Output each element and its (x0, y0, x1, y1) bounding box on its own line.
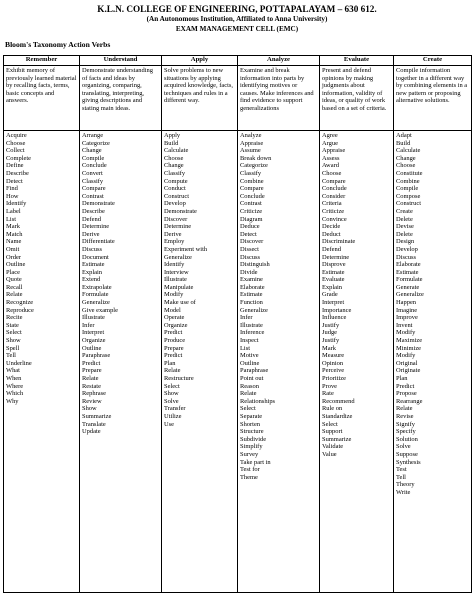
document-subtitle: Bloom's Taxonomy Action Verbs (5, 40, 111, 49)
action-verb: Combine (396, 177, 420, 185)
action-verb: Influence (322, 314, 347, 322)
action-verb: Argue (322, 139, 338, 147)
action-verb: Demonstrate (82, 200, 115, 208)
action-verb: Estimate (82, 261, 105, 269)
column-header-evaluate: Evaluate (320, 56, 394, 66)
action-verb: Tell (396, 473, 406, 481)
action-verb: Prove (322, 382, 338, 390)
action-verb: Explain (322, 283, 343, 291)
action-verb: Choose (322, 169, 342, 177)
action-verb: Mark (322, 344, 336, 352)
action-verb: Infer (240, 314, 253, 322)
action-verb: Generalize (164, 253, 192, 261)
action-verb: Restate (82, 382, 101, 390)
action-verb: Evaluate (322, 276, 345, 284)
action-verb: Interview (164, 268, 189, 276)
action-verb: Classify (164, 169, 186, 177)
action-verb: Discover (240, 238, 264, 246)
action-verb: Recommend (322, 397, 355, 405)
action-verb: Outline (6, 261, 26, 269)
action-verb: Create (396, 207, 413, 215)
action-verb: Criticize (240, 207, 263, 215)
action-verb: Revise (396, 412, 414, 420)
action-verb: Test (396, 466, 407, 474)
action-verb: Build (164, 139, 179, 147)
action-verb: Imagine (396, 306, 418, 314)
action-verb: Illustrate (240, 321, 263, 329)
action-verb: Identify (6, 200, 27, 208)
action-verb: Select (164, 382, 180, 390)
action-verb: Apply (164, 132, 181, 139)
action-verb: State (6, 321, 19, 329)
action-verb: Specify (396, 428, 416, 436)
definition-understand: Demonstrate understanding of facts and ideas by organizing, comparing, translating, interpreting, giving descriptions and stating main ideas. (80, 66, 162, 131)
action-verb: Test for (240, 466, 260, 474)
action-verb: Discuss (82, 245, 103, 253)
action-verb: Calculate (396, 147, 421, 155)
action-verb: Change (164, 162, 184, 170)
action-verb: Experiment with (164, 245, 208, 253)
action-verb: Solve (164, 397, 179, 405)
action-verb: Formulate (82, 291, 109, 299)
action-verb: Deduct (322, 230, 341, 238)
action-verb: Generate (396, 283, 420, 291)
definition-apply: Solve problems to new situations by applying acquired knowledge, facts, techniques and rules in a different way. (162, 66, 238, 131)
action-verb: Infer (82, 321, 95, 329)
action-verb: Relationships (240, 397, 276, 405)
action-verb: Determine (164, 223, 192, 231)
action-verb: List (240, 344, 251, 352)
action-verb: Show (164, 390, 179, 398)
action-verb: Design (396, 238, 415, 246)
action-verb: Rephrase (82, 390, 106, 398)
action-verb: Match (6, 230, 23, 238)
action-verb: Select (240, 405, 256, 413)
action-verb: Choose (6, 139, 26, 147)
action-verb: Define (6, 162, 24, 170)
action-verb: Examine (240, 276, 263, 284)
action-verb: Separate (240, 412, 263, 420)
action-verb: Justify (322, 337, 340, 345)
action-verb: Categorize (240, 162, 268, 170)
action-verb: Select (6, 329, 22, 337)
action-verb: Discuss (240, 253, 261, 261)
verbs-create (394, 131, 472, 593)
action-verb: Conclude (240, 192, 265, 200)
action-verb: Criteria (322, 200, 342, 208)
action-verb: Theory (396, 481, 415, 489)
action-verb: Describe (82, 207, 105, 215)
action-verb: Adapt (396, 132, 412, 139)
action-verb: Validate (322, 443, 344, 451)
action-verb: Agree (322, 132, 338, 139)
action-verb: Estimate (322, 268, 345, 276)
action-verb: Differentiate (82, 238, 115, 246)
action-verb: Deduce (240, 223, 260, 231)
action-verb: Construct (396, 200, 422, 208)
action-verb: Rule on (322, 405, 343, 413)
action-verb: Document (82, 253, 109, 261)
action-verb: Select (322, 420, 338, 428)
action-verb: Appraise (322, 147, 346, 155)
action-verb: Transfer (164, 405, 186, 413)
action-verb: Measure (322, 352, 345, 360)
action-verb: Importance (322, 306, 352, 314)
action-verb: Produce (164, 337, 186, 345)
verbs-analyze (238, 131, 320, 593)
action-verb: Complete (6, 154, 32, 162)
action-verb: Use (164, 420, 175, 428)
action-verb: Combine (240, 177, 264, 185)
action-verb: Compile (396, 185, 419, 193)
definition-evaluate: Present and defend opinions by making judgments about information, validity of ideas, or quality of work based on a set of criteria. (320, 66, 394, 131)
action-verb: Break down (240, 154, 272, 162)
action-verb: Compose (396, 192, 421, 200)
action-verb: Compare (240, 185, 264, 193)
action-verb: Tell (6, 352, 16, 360)
action-verb: Place (6, 268, 20, 276)
action-verb: Criticize (322, 207, 345, 215)
action-verb: Quote (6, 276, 22, 284)
action-verb: Develop (164, 200, 186, 208)
action-verb: Conclude (82, 162, 107, 170)
action-verb: Change (396, 154, 416, 162)
action-verb: Award (322, 162, 339, 170)
table-header-row (4, 56, 472, 66)
action-verb: When (6, 375, 22, 382)
action-verb: Value (322, 450, 337, 458)
column-header-apply: Apply (162, 56, 238, 66)
action-verb: Structure (240, 428, 264, 436)
action-verb: Summarize (82, 412, 112, 420)
action-verb: Calculate (164, 147, 189, 155)
action-verb: Rate (322, 390, 334, 398)
action-verb: Judge (322, 329, 338, 337)
action-verb: Derive (82, 230, 100, 238)
verbs-row (4, 131, 472, 593)
action-verb: Analyze (240, 132, 262, 139)
action-verb: Choose (396, 162, 416, 170)
action-verb: Predict (164, 352, 183, 360)
action-verb: Motive (240, 352, 259, 360)
action-verb: Update (82, 428, 101, 436)
action-verb: Relate (396, 405, 413, 413)
action-verb: Discriminate (322, 238, 356, 246)
action-verb: Illustrate (164, 276, 187, 284)
action-verb: Demonstrate (164, 207, 197, 215)
action-verb: Prepare (164, 344, 184, 352)
definition-row (4, 66, 472, 131)
action-verb: Order (6, 253, 22, 261)
action-verb: Reason (240, 382, 259, 390)
action-verb: Point out (240, 375, 264, 382)
action-verb: Extend (82, 276, 101, 284)
action-verb: Standardize (322, 412, 353, 420)
action-verb: Relate (240, 390, 257, 398)
action-verb: Determine (82, 223, 110, 231)
action-verb: Determine (322, 253, 350, 261)
column-header-understand: Understand (80, 56, 162, 66)
action-verb: Simplify (240, 443, 263, 451)
action-verb: Utilize (164, 412, 182, 420)
action-verb: Employ (164, 238, 185, 246)
action-verb: Show (82, 405, 97, 413)
action-verb: Change (82, 147, 102, 155)
action-verb: Underline (6, 359, 32, 367)
action-verb: Prioritize (322, 375, 346, 382)
action-verb: Derive (164, 230, 182, 238)
action-verb: Appraise (240, 139, 264, 147)
action-verb: Operate (164, 314, 185, 322)
action-verb: Shorten (240, 420, 261, 428)
action-verb: Convert (82, 169, 103, 177)
action-verb: Why (6, 397, 19, 405)
action-verb: Disprove (322, 261, 346, 269)
action-verb: Defend (82, 215, 101, 223)
action-verb: Justify (322, 321, 340, 329)
action-verb: Generalize (82, 299, 110, 307)
action-verb: Diagram (240, 215, 263, 223)
action-verb: Defend (322, 245, 341, 253)
action-verb: Convince (322, 215, 347, 223)
action-verb: Restructure (164, 375, 194, 382)
action-verb: Opinion (322, 359, 344, 367)
action-verb: Compute (164, 177, 188, 185)
definition-remember: Exhibit memory of previously learned material by recalling facts, terms, basic concepts and answers. (4, 66, 80, 131)
action-verb: Support (322, 428, 343, 436)
action-verb: Contrast (82, 192, 104, 200)
action-verb: Label (6, 207, 21, 215)
action-verb: Contrast (240, 200, 262, 208)
action-verb: Modify (396, 329, 416, 337)
action-verb: Consider (322, 192, 346, 200)
action-verb: Conclude (322, 185, 347, 193)
action-verb: Propose (396, 390, 417, 398)
action-verb: Theme (240, 473, 258, 481)
column-header-remember: Remember (4, 56, 80, 66)
action-verb: Classify (240, 169, 262, 177)
action-verb: Categorize (82, 139, 110, 147)
action-verb: Build (396, 139, 411, 147)
action-verb: Spell (6, 344, 20, 352)
action-verb: Discuss (396, 253, 417, 261)
action-verb: Mark (6, 223, 20, 231)
action-verb: Interpret (82, 329, 105, 337)
action-verb: Summarize (322, 435, 352, 443)
action-verb: Organize (164, 321, 188, 329)
action-verb: Recall (6, 283, 23, 291)
action-verb: Translate (82, 420, 106, 428)
action-verb: Plan (164, 359, 176, 367)
action-verb: Discover (164, 215, 188, 223)
action-verb: List (6, 215, 17, 223)
action-verb: Compile (82, 154, 105, 162)
action-verb: Distinguish (240, 261, 270, 269)
action-verb: Suppose (396, 450, 418, 458)
action-verb: Recognize (6, 299, 34, 307)
action-verb: Paraphrase (240, 367, 269, 375)
action-verb: How (6, 192, 19, 200)
action-verb: Take part in (240, 458, 271, 466)
action-verb: Function (240, 299, 263, 307)
action-verb: Relate (164, 367, 181, 375)
column-header-create: Create (394, 56, 472, 66)
action-verb: Delete (396, 230, 413, 238)
verbs-evaluate (320, 131, 394, 593)
verbs-understand (80, 131, 162, 593)
action-verb: Recite (6, 314, 23, 322)
action-verb: Collect (6, 147, 25, 155)
column-header-analyze: Analyze (238, 56, 320, 66)
action-verb: Detect (240, 230, 257, 238)
action-verb: Estimate (396, 268, 419, 276)
action-verb: What (6, 367, 20, 375)
action-verb: Identify (164, 261, 185, 269)
action-verb: Classify (82, 177, 104, 185)
action-verb: Formulate (396, 276, 423, 284)
action-verb: Name (6, 238, 22, 246)
action-verb: Outline (82, 344, 102, 352)
action-verb: Detect (6, 177, 23, 185)
action-verb: Organize (82, 337, 106, 345)
college-name: K.L.N. COLLEGE OF ENGINEERING, POTTAPALAYAM – 630 612. (97, 4, 377, 14)
action-verb: Subdivide (240, 435, 267, 443)
action-verb: Originate (396, 367, 421, 375)
action-verb: Inspect (240, 337, 259, 345)
action-verb: Predict (82, 359, 101, 367)
action-verb: Describe (6, 169, 29, 177)
action-verb: Interpret (322, 299, 345, 307)
action-verb: Assess (322, 154, 340, 162)
action-verb: Write (396, 488, 411, 496)
action-verb: Modify (164, 291, 184, 299)
action-verb: Arrange (82, 132, 104, 139)
action-verb: Illustrate (82, 314, 105, 322)
verbs-apply (162, 131, 238, 593)
action-verb: Develop (396, 245, 418, 253)
action-verb: Modify (396, 352, 416, 360)
blooms-taxonomy-table (3, 55, 472, 593)
action-verb: Survey (240, 450, 259, 458)
action-verb: Minimize (396, 344, 422, 352)
action-verb: Generalize (396, 291, 424, 299)
action-verb: Divide (240, 268, 258, 276)
institution-affiliation: (An Autonomous Institution, Affiliated to Anna University) (146, 15, 328, 23)
action-verb: Assume (240, 147, 261, 155)
cell-name: EXAM MANAGEMENT CELL (EMC) (175, 25, 299, 33)
action-verb: Prepare (82, 367, 102, 375)
action-verb: Manipulate (164, 283, 194, 291)
action-verb: Conduct (164, 185, 186, 193)
action-verb: Dissect (240, 245, 259, 253)
action-verb: Perceive (322, 367, 345, 375)
action-verb: Make use of (164, 299, 196, 307)
action-verb: Elaborate (240, 283, 265, 291)
action-verb: Omit (6, 245, 20, 253)
action-verb: Predict (396, 382, 415, 390)
action-verb: Decide (322, 223, 341, 231)
action-verb: Explain (82, 268, 103, 276)
action-verb: Reproduce (6, 306, 34, 314)
action-verb: Invent (396, 321, 413, 329)
verbs-remember (4, 131, 80, 593)
action-verb: Estimate (240, 291, 263, 299)
action-verb: Acquire (6, 132, 27, 139)
action-verb: Compare (322, 177, 346, 185)
definition-analyze: Examine and break information into parts by identifying motives or causes. Make inferences and find evidence to support generalizations (238, 66, 320, 131)
action-verb: Review (82, 397, 102, 405)
action-verb: Constitute (396, 169, 423, 177)
action-verb: Plan (396, 375, 408, 382)
action-verb: Inference (240, 329, 265, 337)
action-verb: Choose (164, 154, 184, 162)
action-verb: Happen (396, 299, 417, 307)
action-verb: Generalize (240, 306, 268, 314)
action-verb: Predict (164, 329, 183, 337)
action-verb: Construct (164, 192, 190, 200)
action-verb: Which (6, 390, 24, 398)
action-verb: Maximize (396, 337, 423, 345)
action-verb: Paraphrase (82, 352, 111, 360)
action-verb: Improve (396, 314, 418, 322)
action-verb: Give example (82, 306, 118, 314)
action-verb: Rearrange (396, 397, 423, 405)
action-verb: Relate (6, 291, 23, 299)
action-verb: Devise (396, 223, 414, 231)
action-verb: Show (6, 337, 21, 345)
action-verb: Solve (396, 443, 411, 451)
action-verb: Delete (396, 215, 413, 223)
action-verb: Where (6, 382, 24, 390)
action-verb: Model (164, 306, 181, 314)
action-verb: Solution (396, 435, 418, 443)
action-verb: Find (6, 185, 18, 193)
action-verb: Original (396, 359, 418, 367)
action-verb: Synthesis (396, 458, 421, 466)
definition-create: Compile information together in a different way by combining elements in a new pattern or proposing alternative solutions. (394, 66, 472, 131)
action-verb: Elaborate (396, 261, 421, 269)
action-verb: Signify (396, 420, 415, 428)
action-verb: Extrapolate (82, 283, 112, 291)
action-verb: Compare (82, 185, 106, 193)
action-verb: Relate (82, 375, 99, 382)
action-verb: Outline (240, 359, 260, 367)
action-verb: Grade (322, 291, 338, 299)
